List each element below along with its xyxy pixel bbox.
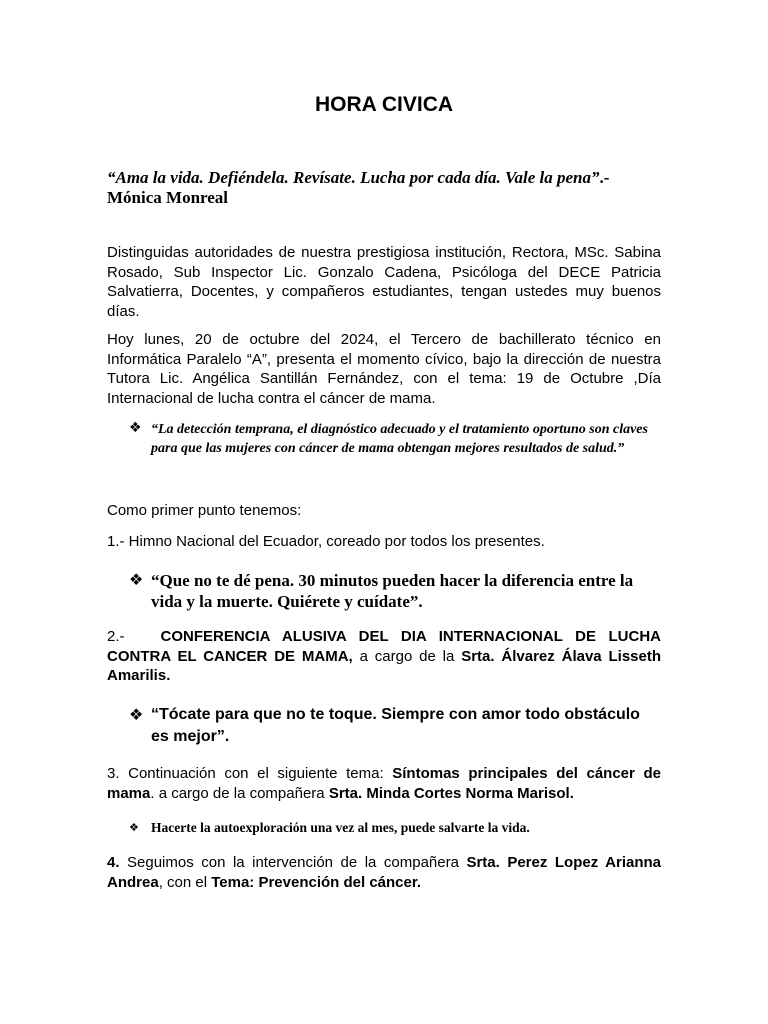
greeting-line: Salvatierra, Docentes, y compañeros estudiantes, tengan ustedes muy buenos	[107, 283, 661, 300]
greeting-paragraph	[107, 243, 661, 321]
symptoms-speaker: Srta. Minda Cortes Norma Marisol.	[328, 784, 574, 802]
epigraph-author: .- Mónica Monreal	[107, 168, 610, 207]
first-point-text: Como primer punto tenemos:	[107, 502, 302, 519]
agenda-item-4-prefix: Seguimos con la intervención de la compañera	[119, 854, 467, 871]
agenda-item-2-line2	[107, 647, 661, 667]
prevention-speaker-cont: Andrea	[107, 873, 159, 891]
agenda-item-3-line2	[107, 784, 661, 804]
agenda-item-4	[107, 853, 661, 892]
symptoms-topic-cont: mama	[107, 784, 151, 802]
agenda-item-3	[107, 764, 661, 803]
agenda-item-2	[107, 627, 661, 686]
symptoms-topic: Síntomas principales del cáncer de	[392, 765, 661, 782]
quote-text-2: “Que no te dé pena. 30 minutos pueden hacer la diferencia entre la vida y la muerte. Quiérete y cuídate”.	[151, 571, 634, 611]
greeting-line: días.	[107, 302, 140, 320]
agenda-item-1: 1.- Himno Nacional del Ecuador, coreado por todos los presentes.	[107, 533, 545, 550]
agenda-item-3-middle: . a cargo de la compañera	[150, 784, 329, 802]
prevention-speaker: Srta. Perez Lopez Arianna	[466, 854, 662, 871]
conference-title: CONFERENCIA ALUSIVA DEL DIA INTERNACIONAL DE LUCHA	[160, 628, 661, 645]
greeting-line: Rosado, Sub Inspector Lic. Gonzalo Cadena, Psicóloga del DECE Patricia	[107, 263, 661, 281]
diamond-bullet-icon: ❖	[129, 821, 139, 834]
conference-speaker: Srta. Álvarez Álava Lisseth	[461, 647, 662, 665]
agenda-item-2-middle: a cargo de la	[352, 647, 462, 665]
epigraph-quote: “Ama la vida. Defiéndela. Revísate. Lucha por cada día. Vale la pena”	[107, 168, 600, 187]
diamond-bullet-icon: ❖	[129, 420, 142, 436]
agenda-item-4-line2	[107, 873, 661, 893]
item-number: 3	[107, 765, 116, 782]
prevention-topic: Tema: Prevención del cáncer.	[211, 873, 422, 891]
item-number: 4.	[107, 854, 120, 871]
conference-title-cont: CONTRA EL CANCER DE MAMA,	[107, 647, 353, 665]
intro-line: Tutora Lic. Angélica Santillán Fernández, con el tema: 19 de Octubre ,Día	[107, 370, 661, 387]
diamond-bullet-icon: ❖	[129, 705, 144, 724]
intro-paragraph	[107, 330, 661, 408]
diamond-bullet-icon: ❖	[129, 570, 144, 589]
agenda-item-2-line3	[107, 666, 661, 686]
epigraph	[107, 168, 667, 208]
intro-line: Internacional de lucha contra el cáncer de mama.	[107, 389, 436, 407]
quote-text-4: Hacerte la autoexploración una vez al mes, puede salvarte la vida.	[151, 820, 530, 835]
agenda-item-2-line1	[107, 627, 661, 647]
intro-line: Informática Paralelo “A”, presenta el momento cívico, bajo la dirección de nuestra	[107, 350, 661, 368]
document-title: HORA CIVICA	[314, 93, 454, 116]
agenda-item-3-line1	[107, 764, 661, 784]
conference-speaker-cont: Amarilis.	[107, 667, 171, 684]
quote-text-3: “Tócate para que no te toque. Siempre con amor todo obstáculo es mejor”.	[151, 706, 640, 745]
item-number: 2.-	[107, 628, 125, 645]
quote-text-1: “La detección temprana, el diagnóstico adecuado y el tratamiento oportuno son claves para que las mujeres con cáncer de mama obtengan mejores resultados de salud.”	[151, 422, 648, 456]
intro-line: Hoy lunes, 20 de octubre del 2024, el Tercero de bachillerato técnico en	[107, 331, 661, 348]
greeting-line: Distinguidas autoridades de nuestra prestigiosa institución, Rectora, MSc. Sabina	[107, 244, 661, 261]
agenda-item-4-line1	[107, 853, 661, 873]
agenda-item-3-prefix: . Continuación con el siguiente tema:	[115, 765, 393, 782]
agenda-item-4-middle: , con el	[158, 873, 212, 891]
